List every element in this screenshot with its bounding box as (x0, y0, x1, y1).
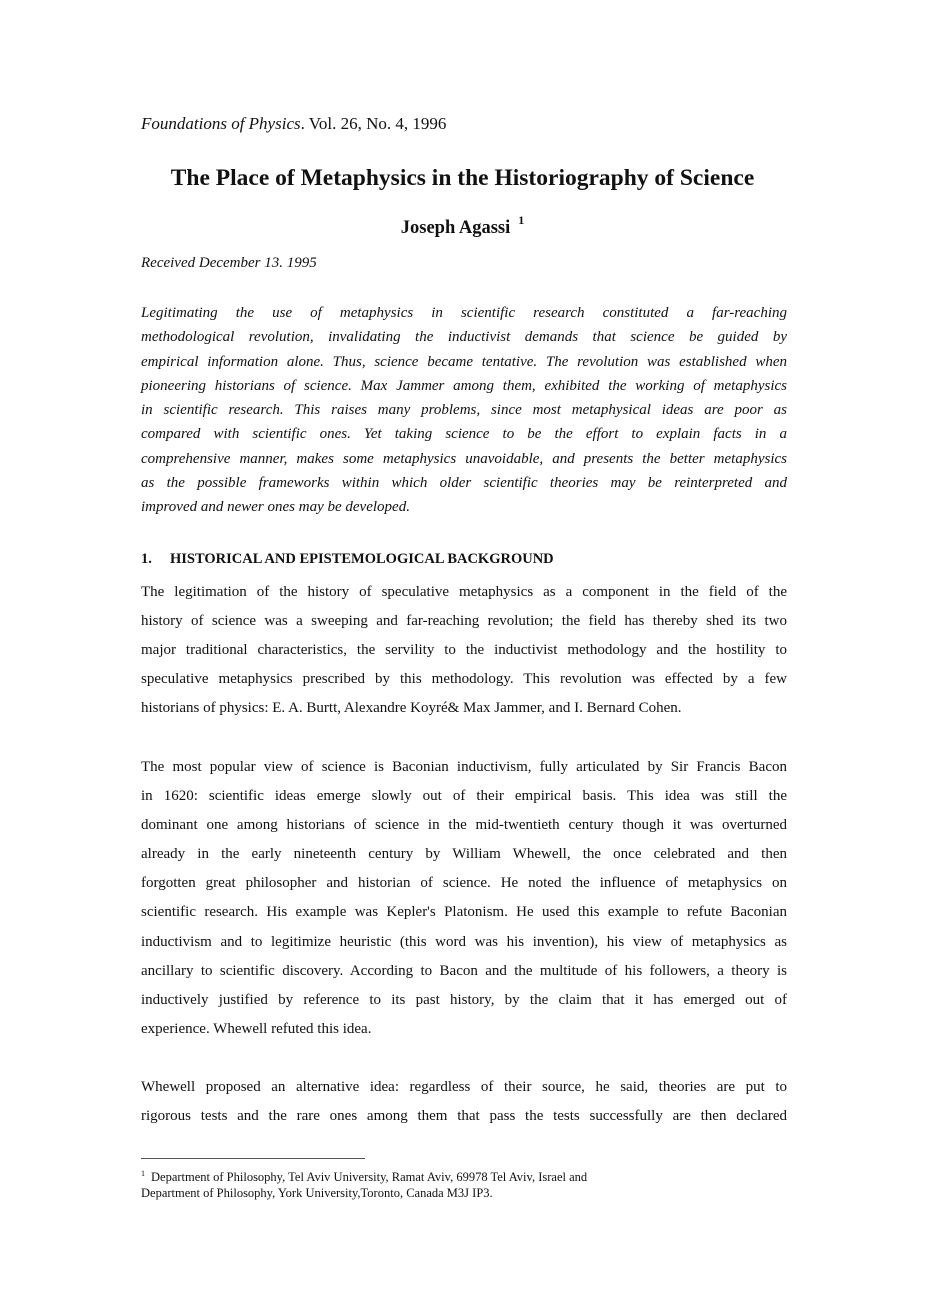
journal-details: . Vol. 26, No. 4, 1996 (300, 114, 447, 133)
text-line: in 1620: scientific ideas emerge slowly out of their empirical basis. This idea was still the (141, 788, 787, 805)
author-footnote-mark: 1 (518, 213, 525, 227)
footnote (141, 1166, 587, 1201)
section-number: 1. (141, 551, 152, 567)
section-heading (141, 551, 554, 568)
paper-title: The Place of Metaphysics in the Historiography of Science (170, 165, 755, 191)
body-paragraph (141, 753, 787, 1044)
text-line: major traditional characteristics, the servility to the inductivist methodology and the hostility to (141, 642, 787, 659)
body-paragraph (141, 1073, 787, 1131)
text-line: experience. Whewell refuted this idea. (141, 1020, 372, 1037)
text-line: Legitimating the use of metaphysics in scientific research constituted a far-reaching (141, 305, 787, 321)
text-line: history of science was a sweeping and far-reaching revolution; the field has thereby shed its two (141, 613, 787, 630)
text-line: in scientific research. This raises many problems, since most metaphysical ideas are poor as (141, 402, 787, 419)
received-date: Received December 13. 1995 (141, 255, 317, 271)
text-line: empirical information alone. Thus, science became tentative. The revolution was established when (141, 353, 787, 370)
text-line: pioneering historians of science. Max Jammer among them, exhibited the working of metaphysics (141, 377, 787, 394)
journal-citation (141, 114, 446, 134)
text-line: comprehensive manner, makes some metaphysics unavoidable, and presents the better metaphysics (141, 450, 787, 467)
text-line: methodological revolution, invalidating the inductivist demands that science be guided by (141, 329, 787, 346)
text-line: dominant one among historians of science in the mid-twentieth century though it was overturned (141, 817, 787, 834)
text-line: The most popular view of science is Baconian inductivism, fully articulated by Sir Francis Bacon (141, 759, 787, 775)
footnote-mark: 1 (141, 1169, 145, 1178)
journal-name: Foundations of Physics (141, 114, 301, 133)
author (0, 215, 925, 239)
text-line: improved and newer ones may be developed. (141, 499, 410, 516)
footnote-line: Department of Philosophy, Tel Aviv University, Ramat Aviv, 69978 Tel Aviv, Israel and (151, 1170, 588, 1185)
text-line: The legitimation of the history of speculative metaphysics as a component in the field of the (141, 584, 787, 600)
text-line: rigorous tests and the rare ones among them that pass the tests successfully are then declared (141, 1108, 787, 1125)
text-line: inductively justified by reference to its past history, by the claim that it has emerged out of (141, 991, 787, 1008)
text-line: as the possible frameworks within which older scientific theories may be reinterpreted and (141, 475, 787, 492)
text-line: scientific research. His example was Kepler's Platonism. He used this example to refute Baconian (141, 904, 787, 921)
text-line: inductivism and to legitimize heuristic (this word was his invention), his view of metaphysics as (141, 933, 787, 950)
text-line: forgotten great philosopher and historian of science. He noted the influence of metaphysics on (141, 875, 787, 892)
abstract (141, 301, 787, 520)
text-line: already in the early nineteenth century by William Whewell, the once celebrated and then (141, 846, 787, 863)
body-paragraph (141, 578, 787, 723)
text-line: historians of physics: E. A. Burtt, Alexandre Koyré& Max Jammer, and I. Bernard Cohen. (141, 700, 682, 717)
text-line: compared with scientific ones. Yet taking science to be the effort to explain facts in a (141, 426, 787, 443)
footnote-line: Department of Philosophy, York University,Toronto, Canada M3J IP3. (141, 1186, 493, 1201)
section-title: HISTORICAL AND EPISTEMOLOGICAL BACKGROUND (170, 551, 554, 567)
text-line: speculative metaphysics prescribed by this methodology. This revolution was effected by a few (141, 671, 787, 688)
text-line: Whewell proposed an alternative idea: regardless of their source, he said, theories are put to (141, 1079, 787, 1095)
footnote-divider (141, 1158, 365, 1159)
author-name: Joseph Agassi (400, 218, 511, 239)
text-line: ancillary to scientific discovery. According to Bacon and the multitude of his followers, a theory is (141, 962, 787, 979)
